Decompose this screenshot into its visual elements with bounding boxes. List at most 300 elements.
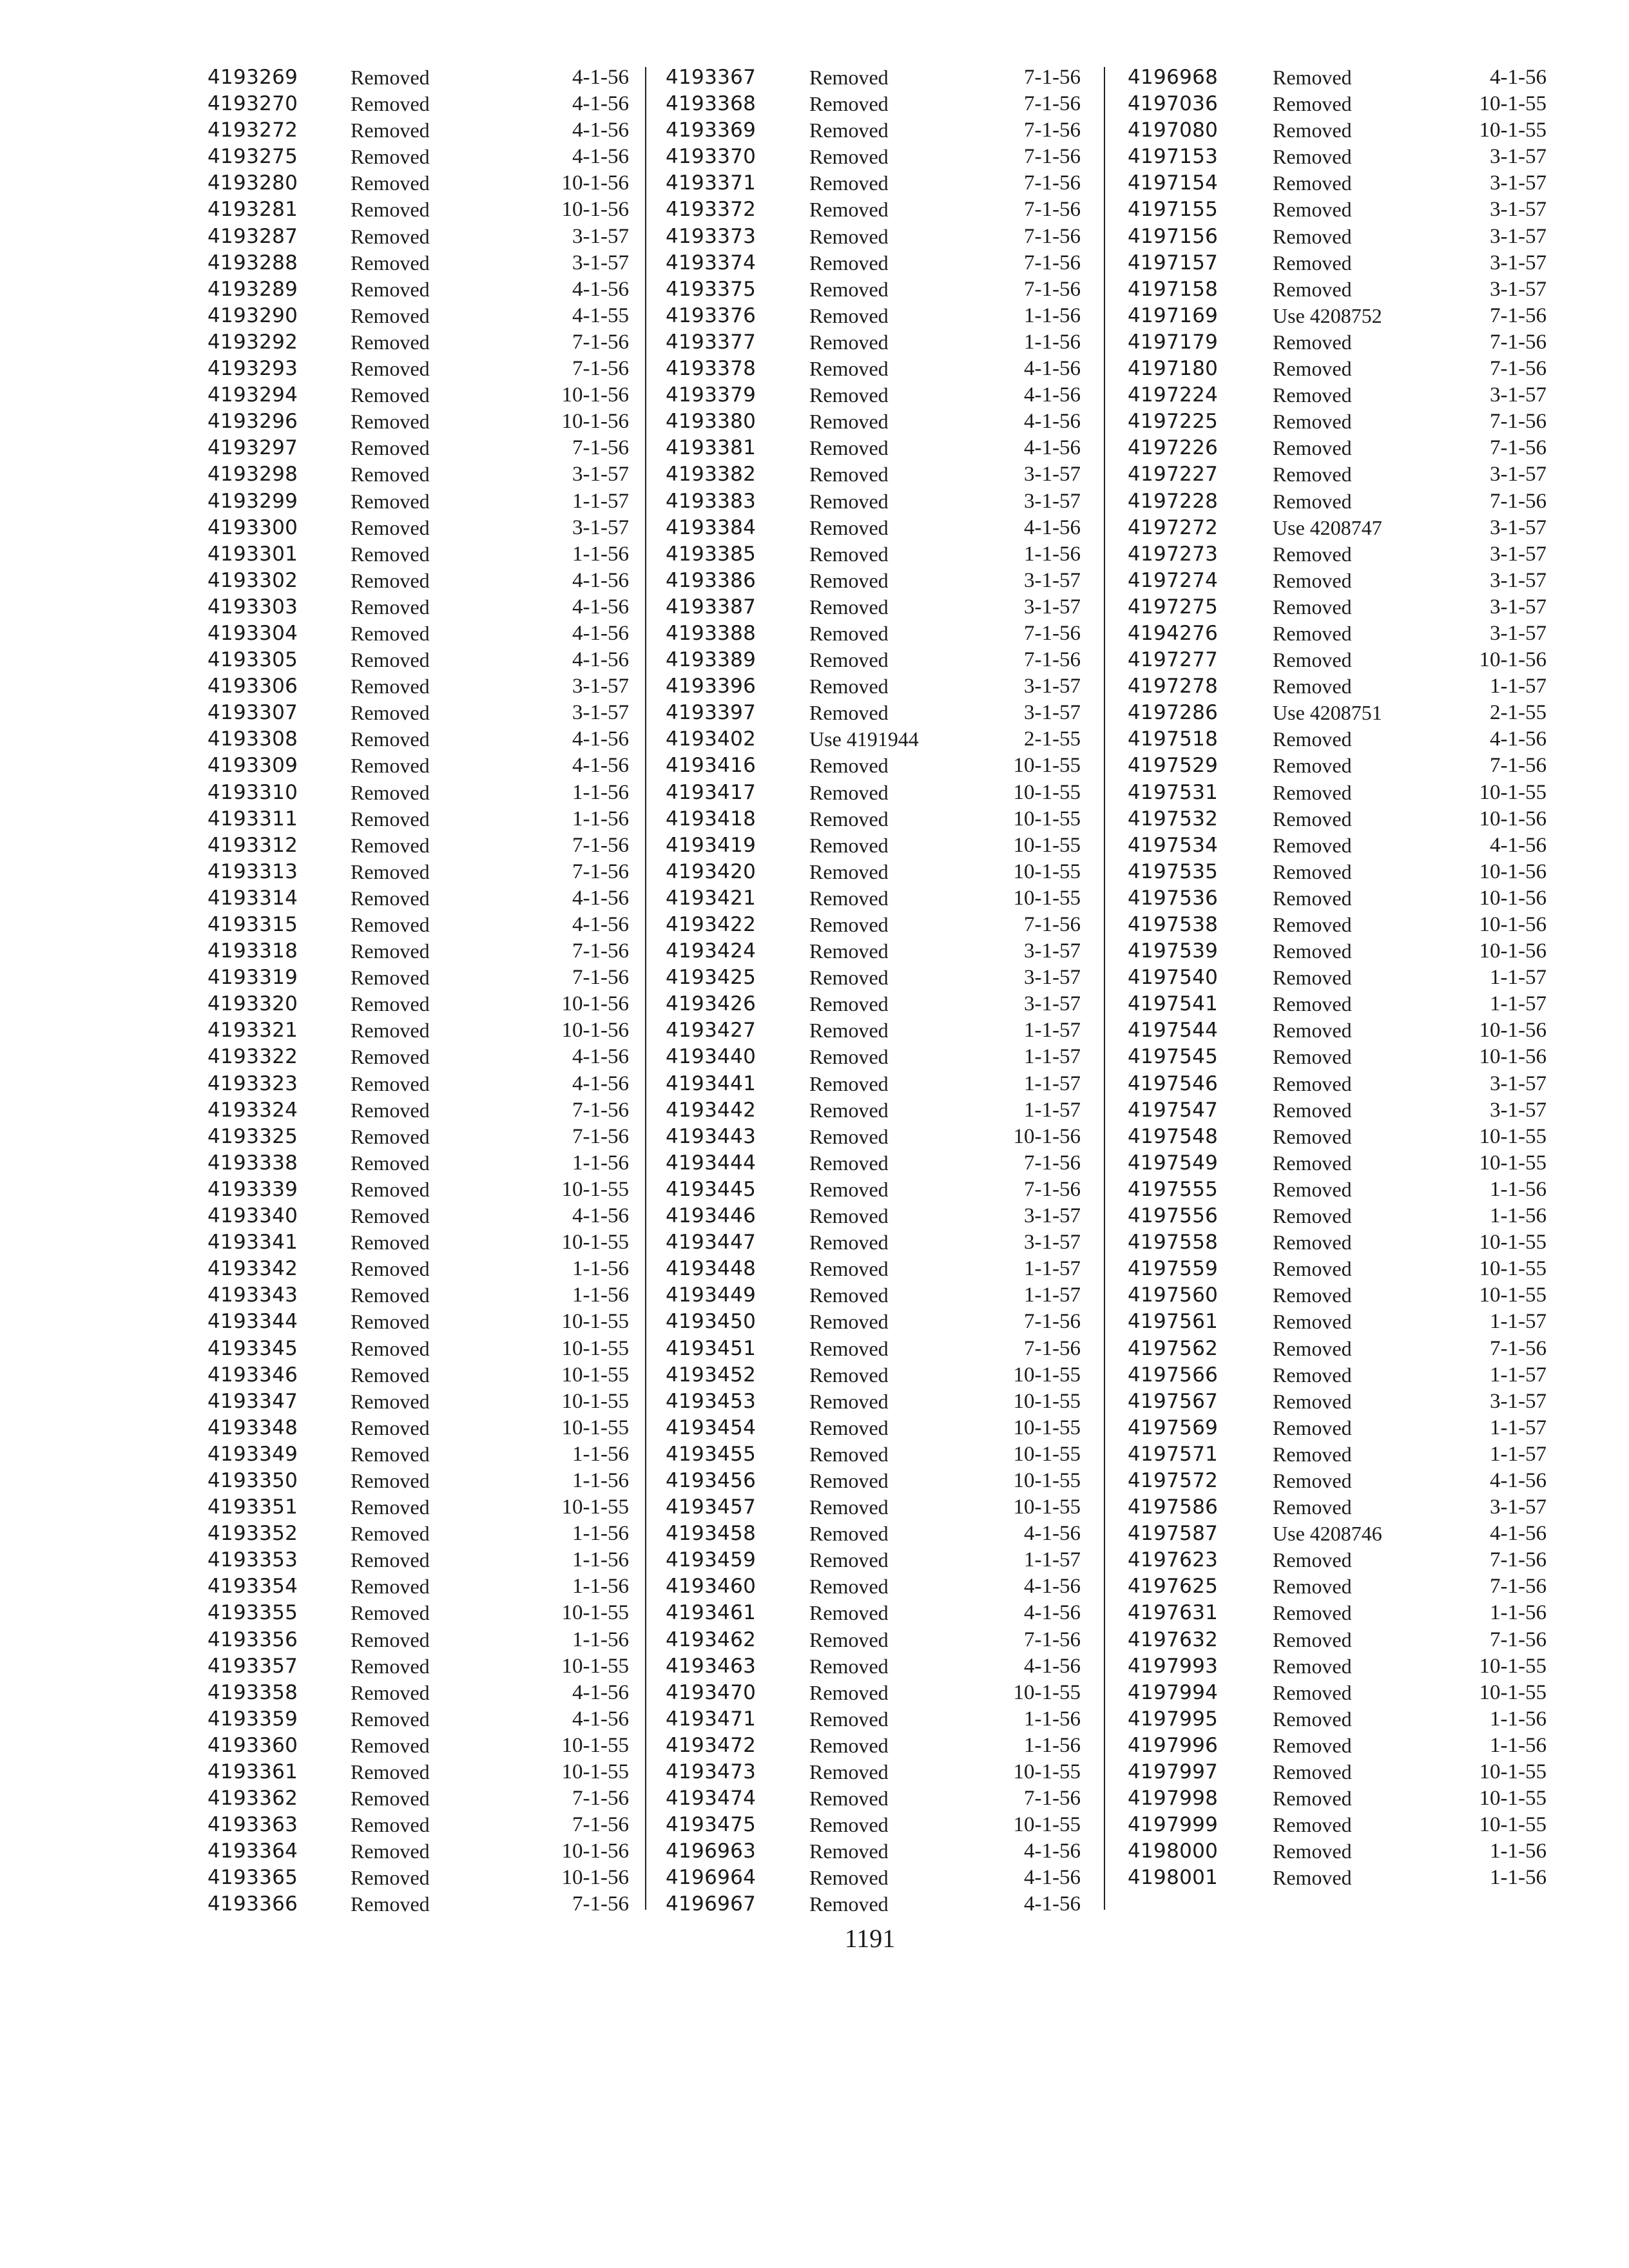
part-number: 4193450: [666, 1310, 757, 1334]
part-number: 4193397: [666, 701, 757, 725]
part-entry-row: [207, 1441, 631, 1468]
part-entry-row: [207, 1680, 631, 1706]
part-entry-row: [666, 1680, 1083, 1706]
part-number: 4193417: [666, 780, 757, 804]
effective-date: 1-1-56: [1490, 1204, 1547, 1228]
effective-date: 1-1-57: [572, 489, 629, 513]
column-divider-2: [1104, 67, 1105, 1910]
part-status: Removed: [1273, 119, 1352, 142]
part-status: Removed: [1273, 621, 1352, 645]
part-status: Removed: [809, 913, 889, 936]
effective-date: 1-1-57: [1024, 1257, 1081, 1281]
part-status: Removed: [351, 1840, 430, 1863]
part-status: Removed: [1273, 807, 1352, 831]
effective-date: 4-1-56: [1490, 66, 1547, 89]
part-entry-row: [1128, 1309, 1566, 1335]
part-entry-row: [1128, 1759, 1566, 1785]
part-status: Use 4208751: [1273, 701, 1382, 725]
part-number: 4193325: [207, 1124, 298, 1148]
part-status: Removed: [351, 383, 430, 407]
part-number: 4193270: [207, 92, 298, 116]
part-entry-row: [1128, 673, 1566, 700]
part-status: Removed: [809, 992, 889, 1016]
part-entry-row: [207, 700, 631, 726]
part-number: 4197556: [1128, 1204, 1219, 1228]
part-number: 4193308: [207, 727, 298, 751]
effective-date: 1-1-57: [1490, 966, 1547, 990]
effective-date: 4-1-56: [572, 1045, 629, 1069]
part-status: Removed: [351, 1019, 430, 1043]
part-number: 4193388: [666, 621, 757, 645]
effective-date: 4-1-56: [572, 145, 629, 169]
effective-date: 1-1-56: [1490, 1866, 1547, 1890]
part-entry-row: [666, 1706, 1083, 1733]
part-entry-row: [666, 1203, 1083, 1229]
part-entry-row: [1128, 568, 1566, 594]
part-number: 4193424: [666, 939, 757, 963]
effective-date: 4-1-56: [1024, 1840, 1081, 1863]
part-number: 4193353: [207, 1548, 298, 1572]
part-number: 4197529: [1128, 754, 1219, 778]
effective-date: 10-1-55: [561, 1231, 629, 1254]
effective-date: 3-1-57: [1490, 568, 1547, 592]
part-number: 4197994: [1128, 1680, 1219, 1704]
part-entry-row: [1128, 700, 1566, 726]
part-entry-row: [666, 1547, 1083, 1573]
effective-date: 7-1-56: [572, 1098, 629, 1122]
part-number: 4197549: [1128, 1151, 1219, 1175]
part-number: 4193301: [207, 542, 298, 566]
effective-date: 3-1-57: [1490, 1072, 1547, 1095]
page-number: 1191: [844, 1924, 896, 1953]
effective-date: 7-1-56: [1024, 1177, 1081, 1201]
effective-date: 1-1-56: [572, 1548, 629, 1572]
part-number: 4196967: [666, 1892, 757, 1916]
part-entry-row: [207, 1865, 631, 1891]
effective-date: 1-1-56: [572, 542, 629, 566]
effective-date: 1-1-56: [572, 1283, 629, 1307]
part-number: 4193319: [207, 966, 298, 990]
part-entry-row: [666, 461, 1083, 488]
column-divider-1: [645, 67, 646, 1910]
part-number: 4193449: [666, 1283, 757, 1307]
part-number: 4193442: [666, 1098, 757, 1122]
part-entry-row: [1128, 1468, 1566, 1494]
part-status: Removed: [1273, 92, 1352, 116]
part-status: Removed: [1273, 542, 1352, 566]
part-number: 4193364: [207, 1840, 298, 1863]
part-status: Removed: [351, 1628, 430, 1651]
part-number: 4193314: [207, 886, 298, 910]
part-entry-row: [666, 303, 1083, 329]
part-number: 4193441: [666, 1072, 757, 1095]
part-number: 4193447: [666, 1231, 757, 1254]
part-number: 4193445: [666, 1177, 757, 1201]
effective-date: 10-1-55: [561, 1310, 629, 1334]
effective-date: 3-1-57: [1490, 463, 1547, 486]
part-number: 4193459: [666, 1548, 757, 1572]
part-status: Removed: [1273, 595, 1352, 619]
part-entry-row: [207, 435, 631, 461]
part-status: Use 4191944: [809, 727, 919, 751]
part-entry-row: [1128, 1838, 1566, 1865]
part-status: Removed: [809, 383, 889, 407]
part-number: 4193427: [666, 1019, 757, 1043]
part-status: Removed: [1273, 568, 1352, 592]
part-status: Removed: [809, 1840, 889, 1863]
effective-date: 10-1-56: [1479, 860, 1547, 883]
part-status: Removed: [809, 515, 889, 539]
part-status: Removed: [1273, 1389, 1352, 1413]
part-status: Removed: [809, 621, 889, 645]
part-entry-row: [666, 700, 1083, 726]
effective-date: 7-1-56: [1024, 913, 1081, 936]
part-entry-row: [666, 1256, 1083, 1282]
part-entry-row: [666, 541, 1083, 568]
part-entry-row: [666, 144, 1083, 170]
part-status: Removed: [351, 1495, 430, 1519]
part-status: Removed: [351, 1416, 430, 1439]
part-number: 4197996: [1128, 1733, 1219, 1757]
part-status: Removed: [1273, 410, 1352, 434]
part-number: 4193313: [207, 860, 298, 883]
part-status: Removed: [351, 171, 430, 195]
effective-date: 10-1-55: [1013, 780, 1081, 804]
part-number: 4197518: [1128, 727, 1219, 751]
part-number: 4197536: [1128, 886, 1219, 910]
effective-date: 10-1-55: [1479, 1813, 1547, 1837]
part-number: 4193452: [666, 1363, 757, 1387]
part-entry-row: [207, 965, 631, 991]
part-status: Removed: [809, 1045, 889, 1069]
part-entry-row: [666, 859, 1083, 885]
part-number: 4197566: [1128, 1363, 1219, 1387]
part-number: 4193396: [666, 675, 757, 698]
effective-date: 10-1-56: [1013, 1124, 1081, 1148]
part-entry-row: [666, 885, 1083, 912]
effective-date: 10-1-55: [1479, 1654, 1547, 1678]
part-number: 4197226: [1128, 436, 1219, 460]
effective-date: 7-1-56: [1490, 330, 1547, 354]
effective-date: 1-1-56: [572, 1468, 629, 1492]
part-status: Removed: [351, 913, 430, 936]
part-number: 4197158: [1128, 277, 1219, 301]
part-entry-row: [1128, 594, 1566, 620]
part-number: 4193380: [666, 410, 757, 434]
part-status: Removed: [809, 436, 889, 460]
part-entry-row: [1128, 197, 1566, 223]
part-status: Removed: [351, 1336, 430, 1360]
part-entry-row: [207, 1706, 631, 1733]
part-status: Removed: [351, 807, 430, 831]
effective-date: 7-1-56: [572, 436, 629, 460]
effective-date: 4-1-56: [572, 66, 629, 89]
part-entry-row: [207, 461, 631, 488]
part-entry-row: [207, 1891, 631, 1917]
part-entry-row: [666, 1097, 1083, 1124]
part-entry-row: [666, 1282, 1083, 1309]
part-status: Removed: [1273, 992, 1352, 1016]
part-status: Removed: [1273, 198, 1352, 222]
part-entry-row: [666, 117, 1083, 144]
part-number: 4193416: [666, 754, 757, 778]
part-entry-row: [207, 64, 631, 91]
effective-date: 3-1-57: [1024, 568, 1081, 592]
part-status: Removed: [351, 1787, 430, 1811]
effective-date: 3-1-57: [1490, 621, 1547, 645]
part-entry-row: [1128, 1017, 1566, 1044]
part-status: Use 4208747: [1273, 515, 1382, 539]
part-status: Removed: [1273, 383, 1352, 407]
part-number: 4193281: [207, 198, 298, 222]
effective-date: 10-1-56: [561, 1866, 629, 1890]
part-entry-row: [1128, 144, 1566, 170]
part-number: 4197546: [1128, 1072, 1219, 1095]
effective-date: 10-1-55: [561, 1177, 629, 1201]
part-number: 4193343: [207, 1283, 298, 1307]
part-entry-row: [666, 912, 1083, 938]
part-number: 4193342: [207, 1257, 298, 1281]
part-number: 4197587: [1128, 1522, 1219, 1546]
effective-date: 3-1-57: [1024, 966, 1081, 990]
part-entry-row: [207, 1547, 631, 1573]
part-status: Removed: [809, 1177, 889, 1201]
effective-date: 1-1-56: [1024, 542, 1081, 566]
part-entry-row: [666, 91, 1083, 117]
effective-date: 1-1-57: [1490, 1310, 1547, 1334]
effective-date: 10-1-55: [1013, 1495, 1081, 1519]
part-number: 4197277: [1128, 648, 1219, 672]
part-status: Removed: [1273, 966, 1352, 990]
part-entry-row: [207, 1415, 631, 1441]
part-status: Removed: [809, 754, 889, 778]
part-number: 4194276: [1128, 621, 1219, 645]
part-status: Removed: [351, 145, 430, 169]
part-entry-row: [207, 250, 631, 276]
part-entry-row: [666, 1785, 1083, 1812]
part-status: Removed: [809, 833, 889, 857]
part-entry-row: [207, 1282, 631, 1309]
part-status: Removed: [809, 1283, 889, 1307]
effective-date: 10-1-55: [1013, 860, 1081, 883]
effective-date: 10-1-55: [1013, 1416, 1081, 1439]
effective-date: 4-1-56: [1024, 1601, 1081, 1625]
effective-date: 7-1-56: [1490, 754, 1547, 778]
part-status: Removed: [351, 1760, 430, 1783]
effective-date: 3-1-57: [1490, 542, 1547, 566]
part-number: 4193363: [207, 1813, 298, 1837]
effective-date: 10-1-55: [561, 1654, 629, 1678]
part-number: 4197169: [1128, 303, 1219, 327]
part-status: Removed: [1273, 1442, 1352, 1466]
part-entry-row: [666, 1150, 1083, 1177]
part-number: 4193303: [207, 595, 298, 619]
part-status: Removed: [809, 886, 889, 910]
part-entry-row: [666, 726, 1083, 753]
part-number: 4197153: [1128, 145, 1219, 169]
part-status: Removed: [1273, 145, 1352, 169]
part-number: 4197275: [1128, 595, 1219, 619]
part-entry-row: [1128, 965, 1566, 991]
part-status: Removed: [809, 1866, 889, 1890]
part-number: 4193422: [666, 913, 757, 936]
part-status: Removed: [351, 1363, 430, 1387]
part-status: Removed: [809, 966, 889, 990]
part-entry-row: [207, 859, 631, 885]
effective-date: 1-1-57: [1490, 1442, 1547, 1466]
part-number: 4193340: [207, 1204, 298, 1228]
part-number: 4193351: [207, 1495, 298, 1519]
effective-date: 10-1-55: [1013, 833, 1081, 857]
part-number: 4197531: [1128, 780, 1219, 804]
part-status: Removed: [1273, 1760, 1352, 1783]
part-entry-row: [666, 1362, 1083, 1389]
part-entry-row: [1128, 1389, 1566, 1415]
part-status: Removed: [809, 542, 889, 566]
effective-date: 3-1-57: [1490, 251, 1547, 274]
part-entry-row: [207, 1653, 631, 1680]
part-entry-row: [1128, 806, 1566, 832]
part-status: Removed: [351, 727, 430, 751]
effective-date: 10-1-55: [561, 1336, 629, 1360]
part-status: Removed: [1273, 1628, 1352, 1651]
effective-date: 3-1-57: [1490, 224, 1547, 248]
effective-date: 3-1-57: [1024, 489, 1081, 513]
part-entry-row: [1128, 1097, 1566, 1124]
part-entry-row: [666, 224, 1083, 250]
part-status: Removed: [1273, 1707, 1352, 1731]
effective-date: 7-1-56: [572, 330, 629, 354]
part-status: Removed: [1273, 1733, 1352, 1757]
part-number: 4197555: [1128, 1177, 1219, 1201]
effective-date: 1-1-57: [1490, 1416, 1547, 1439]
part-status: Removed: [809, 1654, 889, 1678]
effective-date: 1-1-56: [1024, 330, 1081, 354]
part-entry-row: [666, 832, 1083, 859]
part-entry-row: [1128, 435, 1566, 461]
effective-date: 3-1-57: [1024, 992, 1081, 1016]
effective-date: 7-1-56: [1024, 1787, 1081, 1811]
part-number: 4193369: [666, 119, 757, 142]
part-entry-row: [1128, 647, 1566, 673]
part-status: Removed: [1273, 277, 1352, 301]
effective-date: 4-1-56: [1024, 1522, 1081, 1546]
part-number: 4197227: [1128, 463, 1219, 486]
part-status: Removed: [351, 1177, 430, 1201]
effective-date: 10-1-56: [561, 383, 629, 407]
effective-date: 4-1-56: [1490, 1522, 1547, 1546]
part-entry-row: [1128, 1203, 1566, 1229]
part-status: Removed: [351, 303, 430, 327]
part-number: 4193378: [666, 357, 757, 381]
part-number: 4197567: [1128, 1389, 1219, 1413]
effective-date: 10-1-55: [1479, 1787, 1547, 1811]
part-entry-row: [207, 329, 631, 356]
effective-date: 10-1-55: [1013, 1760, 1081, 1783]
part-number: 4193454: [666, 1416, 757, 1439]
part-number: 4196968: [1128, 66, 1219, 89]
effective-date: 1-1-56: [1490, 1601, 1547, 1625]
part-status: Removed: [351, 1866, 430, 1890]
effective-date: 7-1-56: [1490, 303, 1547, 327]
effective-date: 4-1-56: [572, 621, 629, 645]
part-status: Removed: [1273, 1575, 1352, 1599]
part-status: Removed: [809, 1680, 889, 1704]
part-entry-row: [666, 1017, 1083, 1044]
effective-date: 7-1-56: [572, 966, 629, 990]
part-number: 4197999: [1128, 1813, 1219, 1837]
part-entry-row: [666, 620, 1083, 647]
effective-date: 3-1-57: [1024, 1231, 1081, 1254]
part-number: 4197225: [1128, 410, 1219, 434]
effective-date: 7-1-56: [1024, 1628, 1081, 1651]
part-number: 4193302: [207, 568, 298, 592]
part-entry-row: [666, 408, 1083, 435]
part-entry-row: [1128, 753, 1566, 779]
part-entry-row: [1128, 1256, 1566, 1282]
part-number: 4193312: [207, 833, 298, 857]
part-status: Removed: [809, 330, 889, 354]
part-status: Removed: [809, 171, 889, 195]
effective-date: 10-1-55: [561, 1733, 629, 1757]
part-entry-row: [666, 382, 1083, 408]
effective-date: 10-1-56: [1479, 1019, 1547, 1043]
part-number: 4193280: [207, 171, 298, 195]
part-number: 4193368: [666, 92, 757, 116]
effective-date: 10-1-56: [1479, 913, 1547, 936]
effective-date: 7-1-56: [1024, 171, 1081, 195]
part-status: Removed: [1273, 1019, 1352, 1043]
part-status: Removed: [809, 1151, 889, 1175]
part-entry-row: [666, 1600, 1083, 1626]
part-number: 4193472: [666, 1733, 757, 1757]
part-status: Removed: [1273, 833, 1352, 857]
part-status: Removed: [351, 780, 430, 804]
effective-date: 1-1-56: [1490, 1733, 1547, 1757]
part-status: Removed: [809, 357, 889, 381]
part-entry-row: [1128, 859, 1566, 885]
part-status: Removed: [351, 754, 430, 778]
effective-date: 4-1-55: [572, 303, 629, 327]
part-entry-row: [207, 568, 631, 594]
effective-date: 1-1-57: [1490, 675, 1547, 698]
effective-date: 4-1-56: [1024, 410, 1081, 434]
part-status: Removed: [1273, 1336, 1352, 1360]
part-number: 4193386: [666, 568, 757, 592]
part-entry-row: [666, 1177, 1083, 1203]
effective-date: 10-1-55: [561, 1601, 629, 1625]
part-entry-row: [207, 1203, 631, 1229]
part-entry-row: [207, 356, 631, 382]
part-status: Removed: [809, 1548, 889, 1572]
effective-date: 10-1-55: [561, 1389, 629, 1413]
part-entry-row: [1128, 1865, 1566, 1891]
part-entry-row: [666, 1865, 1083, 1891]
part-number: 4197532: [1128, 807, 1219, 831]
part-entry-row: [666, 1521, 1083, 1547]
part-status: Removed: [809, 1416, 889, 1439]
effective-date: 3-1-57: [1024, 939, 1081, 963]
effective-date: 7-1-56: [1024, 251, 1081, 274]
part-status: Removed: [1273, 1468, 1352, 1492]
part-number: 4193365: [207, 1866, 298, 1890]
part-number: 4197156: [1128, 224, 1219, 248]
part-status: Removed: [351, 595, 430, 619]
effective-date: 10-1-56: [1479, 1045, 1547, 1069]
part-entry-row: [207, 885, 631, 912]
part-status: Removed: [809, 463, 889, 486]
part-status: Removed: [809, 303, 889, 327]
